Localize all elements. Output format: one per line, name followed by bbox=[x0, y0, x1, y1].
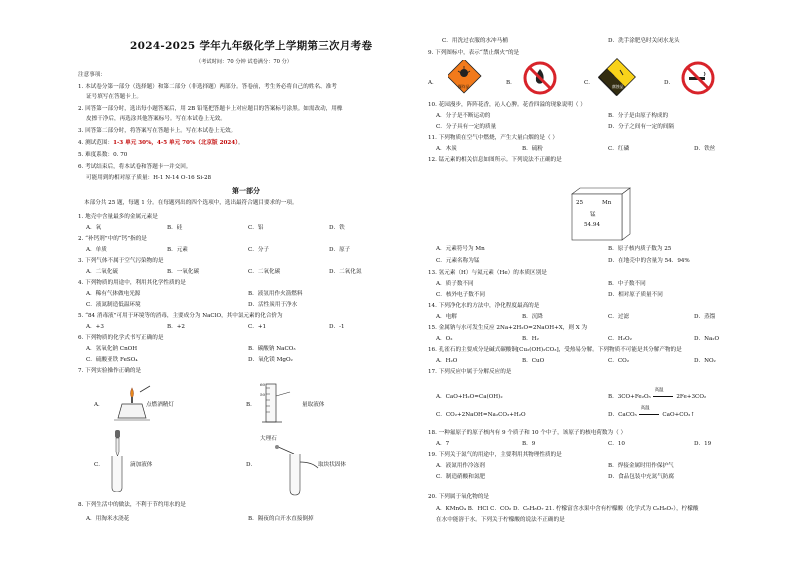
q9-a-caption: 爆炸品 bbox=[458, 84, 470, 89]
option-left_questions-0-3: D．铁 bbox=[329, 225, 345, 231]
q17-b-products: 2Fe+3CO₂ bbox=[676, 394, 707, 400]
q8-option-b: B．隔夜的白开水直接倒掉 bbox=[248, 516, 314, 522]
option-left_questions-5-3: D．氧化镁 MgO₂ bbox=[248, 357, 293, 363]
q7-a-letter: A． bbox=[94, 402, 104, 408]
option-left_questions-1-0: A．单质 bbox=[86, 247, 107, 253]
q9-option-b: B． bbox=[506, 80, 516, 86]
option-right_questions2-2-1: B．H₂ bbox=[522, 336, 539, 342]
note-3: 3. 回答第二部分时，将答案写在答题卡上。写在本试卷上无效。 bbox=[78, 128, 237, 134]
mn-atomic-mass: 54.94 bbox=[584, 222, 601, 228]
question-right_questions2-4: 17. 下列反应中属于分解反应的是 bbox=[428, 369, 512, 375]
no-fire-icon bbox=[522, 60, 558, 96]
q12-option-d: D．在地壳中的含量为 54．94% bbox=[608, 258, 690, 264]
option-right_questions3-0-1: B．9 bbox=[522, 441, 536, 447]
question-right_questions2-0: 13. 氢元素（H）与氦元素（He）的本质区别是 bbox=[428, 270, 547, 276]
option-left_questions-3-3: D．活性炭用于净水 bbox=[248, 302, 298, 308]
q17-option-d bbox=[608, 406, 696, 418]
corrosive-hazard-icon bbox=[598, 58, 636, 96]
option-left_questions-2-2: C．二氧化碳 bbox=[248, 269, 281, 275]
q8-option-c: C．用洗过衣服的水冲马桶 bbox=[442, 38, 508, 44]
question-left_questions-5: 6. 下列物质的化学式书写正确的是 bbox=[78, 335, 164, 341]
q20-line-2: A．KMnO₄ B．HCl C．CO₂ D．C₆H₈O₇ 21. 柠檬富含水果中含有柠檬酸（化学式为 C₆H₈O₇），柠檬酸 bbox=[436, 506, 699, 512]
q12-option-b: B．原子核内质子数为 25 bbox=[608, 246, 672, 252]
page-subtitle: （考试时间：70 分钟 试卷满分：70 分） bbox=[196, 59, 292, 65]
option-right_questions3-0-2: C．10 bbox=[608, 441, 625, 447]
q17-b-condition: 高温 bbox=[654, 388, 664, 393]
option-right_questions2-2-0: A．O₂ bbox=[436, 336, 453, 342]
option-right_questions2-2-2: C．H₂O₂ bbox=[608, 336, 632, 342]
q17-b-reactants: B．3CO+Fe₂O₃ bbox=[608, 394, 651, 400]
option-left_questions-5-0: A．氢氧化钠 CnOH bbox=[86, 346, 138, 352]
question-right_questions-2: 12. 锰元素的相关信息如图所示。下列说法不正确的是 bbox=[428, 157, 562, 163]
option-right_questions-1-3: D．铁丝 bbox=[694, 146, 716, 152]
note-4 bbox=[78, 140, 244, 146]
notes-heading: 注意事项： bbox=[78, 72, 106, 78]
q9-option-a: A． bbox=[428, 80, 438, 86]
dropper-test-tube-icon bbox=[108, 430, 128, 492]
option-left_questions-1-3: D．原子 bbox=[329, 247, 351, 253]
option-right_questions2-1-1: B．沉降 bbox=[522, 314, 543, 320]
option-right_questions3-1-1: B．焊接金属时用作保护气 bbox=[608, 463, 674, 469]
q17-b-arrow bbox=[653, 388, 675, 400]
question-right_questions3-1: 19. 下列关于氮气的用途中，主要利用其物理性质的是 bbox=[428, 452, 562, 458]
option-left_questions-5-2: C．硫酸亚铁 FeSO₄ bbox=[86, 357, 138, 363]
q8-question: 8. 下列生活中的做法，不利于节约用水的是 bbox=[78, 502, 186, 508]
q8-option-d: D．洗手涂肥皂时关闭水龙头 bbox=[608, 38, 680, 44]
question-right_questions3-0: 18. 一种氟原子的原子核内有 9 个质子和 10 个中子，该原子的核电荷数为（ ） bbox=[428, 430, 627, 436]
option-right_questions-0-0: A．分子是不断运动的 bbox=[436, 113, 491, 119]
option-left_questions-4-2: C．+1 bbox=[248, 324, 267, 330]
option-left_questions-0-0: A．氧 bbox=[86, 225, 102, 231]
option-right_questions2-2-3: D．Na₂O bbox=[694, 336, 720, 342]
option-right_questions3-1-2: C．制造硝酸和氮肥 bbox=[436, 474, 486, 480]
q9-option-c: C． bbox=[584, 80, 594, 86]
option-right_questions-1-0: A．木炭 bbox=[436, 146, 457, 152]
q20-line-3: 在水中能溶于水。下列关于柠檬酸的说法不正确的是 bbox=[436, 517, 565, 523]
option-left_questions-4-1: B．+2 bbox=[167, 324, 185, 330]
graduated-cylinder-icon bbox=[260, 382, 300, 426]
q7-c-letter: C． bbox=[94, 462, 104, 468]
question-left_questions-4: 5. “84 消毒液”可用于环境等的消毒，主要成分为 NaClO，其中氯元素的化合价为 bbox=[78, 313, 283, 319]
option-left_questions-1-1: B．元素 bbox=[167, 247, 188, 253]
part1-intro: 本部分共 25 题，每题 1 分。在每题列出的四个选项中，选出最符合题目要求的一项。 bbox=[84, 200, 298, 206]
mn-name: 锰 bbox=[590, 212, 596, 218]
test-tube-tweezers-icon bbox=[262, 442, 322, 498]
option-right_questions2-1-2: C．过滤 bbox=[608, 314, 630, 320]
question-right_questions-1: 11. 下列物质在空气中燃烧，产生大量白烟的是（ ） bbox=[428, 135, 558, 141]
note-6: 6. 考试结束后，将本试卷和答题卡一并交回。 bbox=[78, 164, 192, 170]
note-1b: 证号填写在答题卡上。 bbox=[86, 94, 142, 100]
option-left_questions-1-2: C．分子 bbox=[248, 247, 270, 253]
note-4-suffix: 。 bbox=[237, 140, 244, 146]
question-left_questions-3: 4. 下列物质的用途中，利用其化学性质的是 bbox=[78, 280, 186, 286]
option-right_questions2-0-1: B．中子数不同 bbox=[608, 281, 646, 287]
option-right_questions2-3-1: B．CuO bbox=[522, 358, 545, 364]
option-right_questions2-0-0: A．质子数不同 bbox=[436, 281, 474, 287]
option-left_questions-0-1: B．硅 bbox=[167, 225, 183, 231]
note-5: 5. 难度系数：0. 70 bbox=[78, 152, 128, 158]
q12-option-c: C．元素名称为锰 bbox=[436, 258, 480, 264]
note-7: 可能用到的相对原子质量：H-1 N-14 O-16 Si-28 bbox=[86, 175, 212, 181]
manganese-element-box bbox=[566, 186, 636, 242]
option-left_questions-3-1: B．液氢用作火箭燃料 bbox=[248, 291, 303, 297]
question-left_questions-1: 2. “补钙剂”中的“钙”指的是 bbox=[78, 236, 147, 242]
option-right_questions-1-2: C．红磷 bbox=[608, 146, 630, 152]
q9-option-d: D． bbox=[664, 80, 675, 86]
option-right_questions2-0-3: D．相对原子质量不同 bbox=[608, 292, 663, 298]
option-right_questions2-1-3: D．蒸馏 bbox=[694, 314, 716, 320]
option-left_questions-2-3: D．二氧化氮 bbox=[329, 269, 362, 275]
note-2b: 皮擦干净后，再选涂其他答案标号。写在本试卷上无效。 bbox=[86, 116, 226, 122]
option-left_questions-0-2: C．铝 bbox=[248, 225, 264, 231]
q17-d-reactant: D．CaCO₃ bbox=[608, 412, 637, 418]
q17-d-arrow bbox=[639, 406, 661, 418]
q20-question: 20. 下列属于氧化物的是 bbox=[428, 494, 490, 500]
q17-d-condition: 高温 bbox=[640, 406, 650, 411]
q7-d-text: 取块状固体 bbox=[318, 462, 346, 468]
page-title: 2024-2025 学年九年级化学上学期第三次月考卷 bbox=[130, 40, 373, 52]
q7-a-text: 点燃酒精灯 bbox=[146, 402, 174, 408]
q17-option-a: A．CaO+H₂O=Ca(OH)₂ bbox=[436, 394, 503, 400]
note-2a: 2. 回答第一部分时，选出每小题答案后，用 2B 铅笔把答题卡上对应题目的答案标号涂黑。如需改动，用橡 bbox=[78, 106, 343, 112]
option-right_questions-0-3: D．分子之间有一定的间隔 bbox=[608, 124, 675, 130]
q7-b-tick-50: 50 bbox=[260, 392, 266, 397]
mn-symbol: Mn bbox=[602, 200, 612, 206]
option-left_questions-2-0: A．二氧化硫 bbox=[86, 269, 119, 275]
question-left_questions-6: 7. 下列实验操作正确的是 bbox=[78, 368, 142, 374]
option-right_questions2-3-0: A．H₂O bbox=[436, 358, 458, 364]
question-right_questions-0: 10. 花园漫步，阵阵花香，沁人心脾。花香四溢的现象说明（ ） bbox=[428, 102, 586, 108]
q12-option-a: A．元素符号为 Mn bbox=[436, 246, 485, 252]
option-right_questions3-1-0: A．液氮用作冷冻剂 bbox=[436, 463, 485, 469]
q9-question: 9. 下列图标中，表示“禁止烟火”的是 bbox=[428, 50, 520, 56]
option-left_questions-4-0: A．+3 bbox=[86, 324, 104, 330]
no-smoking-icon bbox=[680, 60, 716, 96]
q7-b-letter: B． bbox=[246, 402, 256, 408]
question-left_questions-2: 3. 下列气体不属于空气污染物的是 bbox=[78, 258, 164, 264]
option-right_questions-0-1: B．分子是由原子构成的 bbox=[608, 113, 669, 119]
q9-c-caption: 腐蚀品 bbox=[612, 84, 624, 89]
q7-d-letter: D． bbox=[246, 462, 257, 468]
note-4-prefix: 4. 测试范围： bbox=[78, 140, 114, 146]
option-right_questions2-3-2: C．CO₂ bbox=[608, 358, 629, 364]
option-right_questions3-0-0: A．7 bbox=[436, 441, 450, 447]
q7-b-text: 量取液体 bbox=[302, 402, 325, 408]
option-right_questions-0-2: C．分子具有一定的质量 bbox=[436, 124, 497, 130]
option-right_questions-1-1: B．硫粉 bbox=[522, 146, 543, 152]
q17-d-products: CaO+CO₂↑ bbox=[662, 412, 696, 418]
question-right_questions2-3: 16. 孔雀石的主要成分是碱式碳酸铜[Cu₂(OH)₂CO₃]，受热易分解。下列物质不可能是其分解产物的是 bbox=[428, 347, 682, 353]
option-left_questions-5-1: B．碳酸钠 NaCO₃ bbox=[248, 346, 296, 352]
q7-c-text: 滴加液体 bbox=[130, 462, 153, 468]
question-right_questions2-2: 15. 金属钠与水可发生反应 2Na+2H₂O=2NaOH+X，则 X 为 bbox=[428, 325, 588, 331]
option-left_questions-2-1: B．一氧化碳 bbox=[167, 269, 200, 275]
q7-d-marble: 大理石 bbox=[260, 436, 277, 442]
option-right_questions2-1-0: A．电解 bbox=[436, 314, 457, 320]
note-1a: 1. 本试卷分第一部分（选择题）和第二部分（非选择题）两部分。答卷前，考生务必将自己的姓名、准考 bbox=[78, 84, 337, 90]
q17-option-b bbox=[608, 388, 707, 400]
option-right_questions3-0-3: D．19 bbox=[694, 441, 712, 447]
mn-atomic-number: 25 bbox=[576, 200, 584, 206]
question-left_questions-0: 1. 地壳中含量最多的金属元素是 bbox=[78, 214, 158, 220]
question-right_questions2-1: 14. 下列净化水的方法中，净化程度最高的是 bbox=[428, 303, 540, 309]
option-left_questions-3-2: C．液氮制造低温环境 bbox=[86, 302, 141, 308]
option-right_questions3-1-3: D．食品包装中充氮气防腐 bbox=[608, 474, 675, 480]
option-left_questions-4-3: D．-1 bbox=[329, 324, 345, 330]
q7-b-tick-60: 60 bbox=[260, 382, 266, 387]
q17-option-c: C．CO₂+2NaOH=Na₂CO₃+H₂O bbox=[436, 412, 526, 418]
option-right_questions2-0-2: C．核外电子数不同 bbox=[436, 292, 486, 298]
note-4-scope: 1-3 单元 30%，4-5 单元 70%（北京版 2024） bbox=[113, 140, 238, 146]
part1-heading: 第一部分 bbox=[232, 186, 260, 195]
option-left_questions-3-0: A．稀有气体做电光源 bbox=[86, 291, 141, 297]
option-right_questions2-3-3: D．NO₂ bbox=[694, 358, 716, 364]
q8-option-a: A．用淘米水浇花 bbox=[86, 516, 130, 522]
